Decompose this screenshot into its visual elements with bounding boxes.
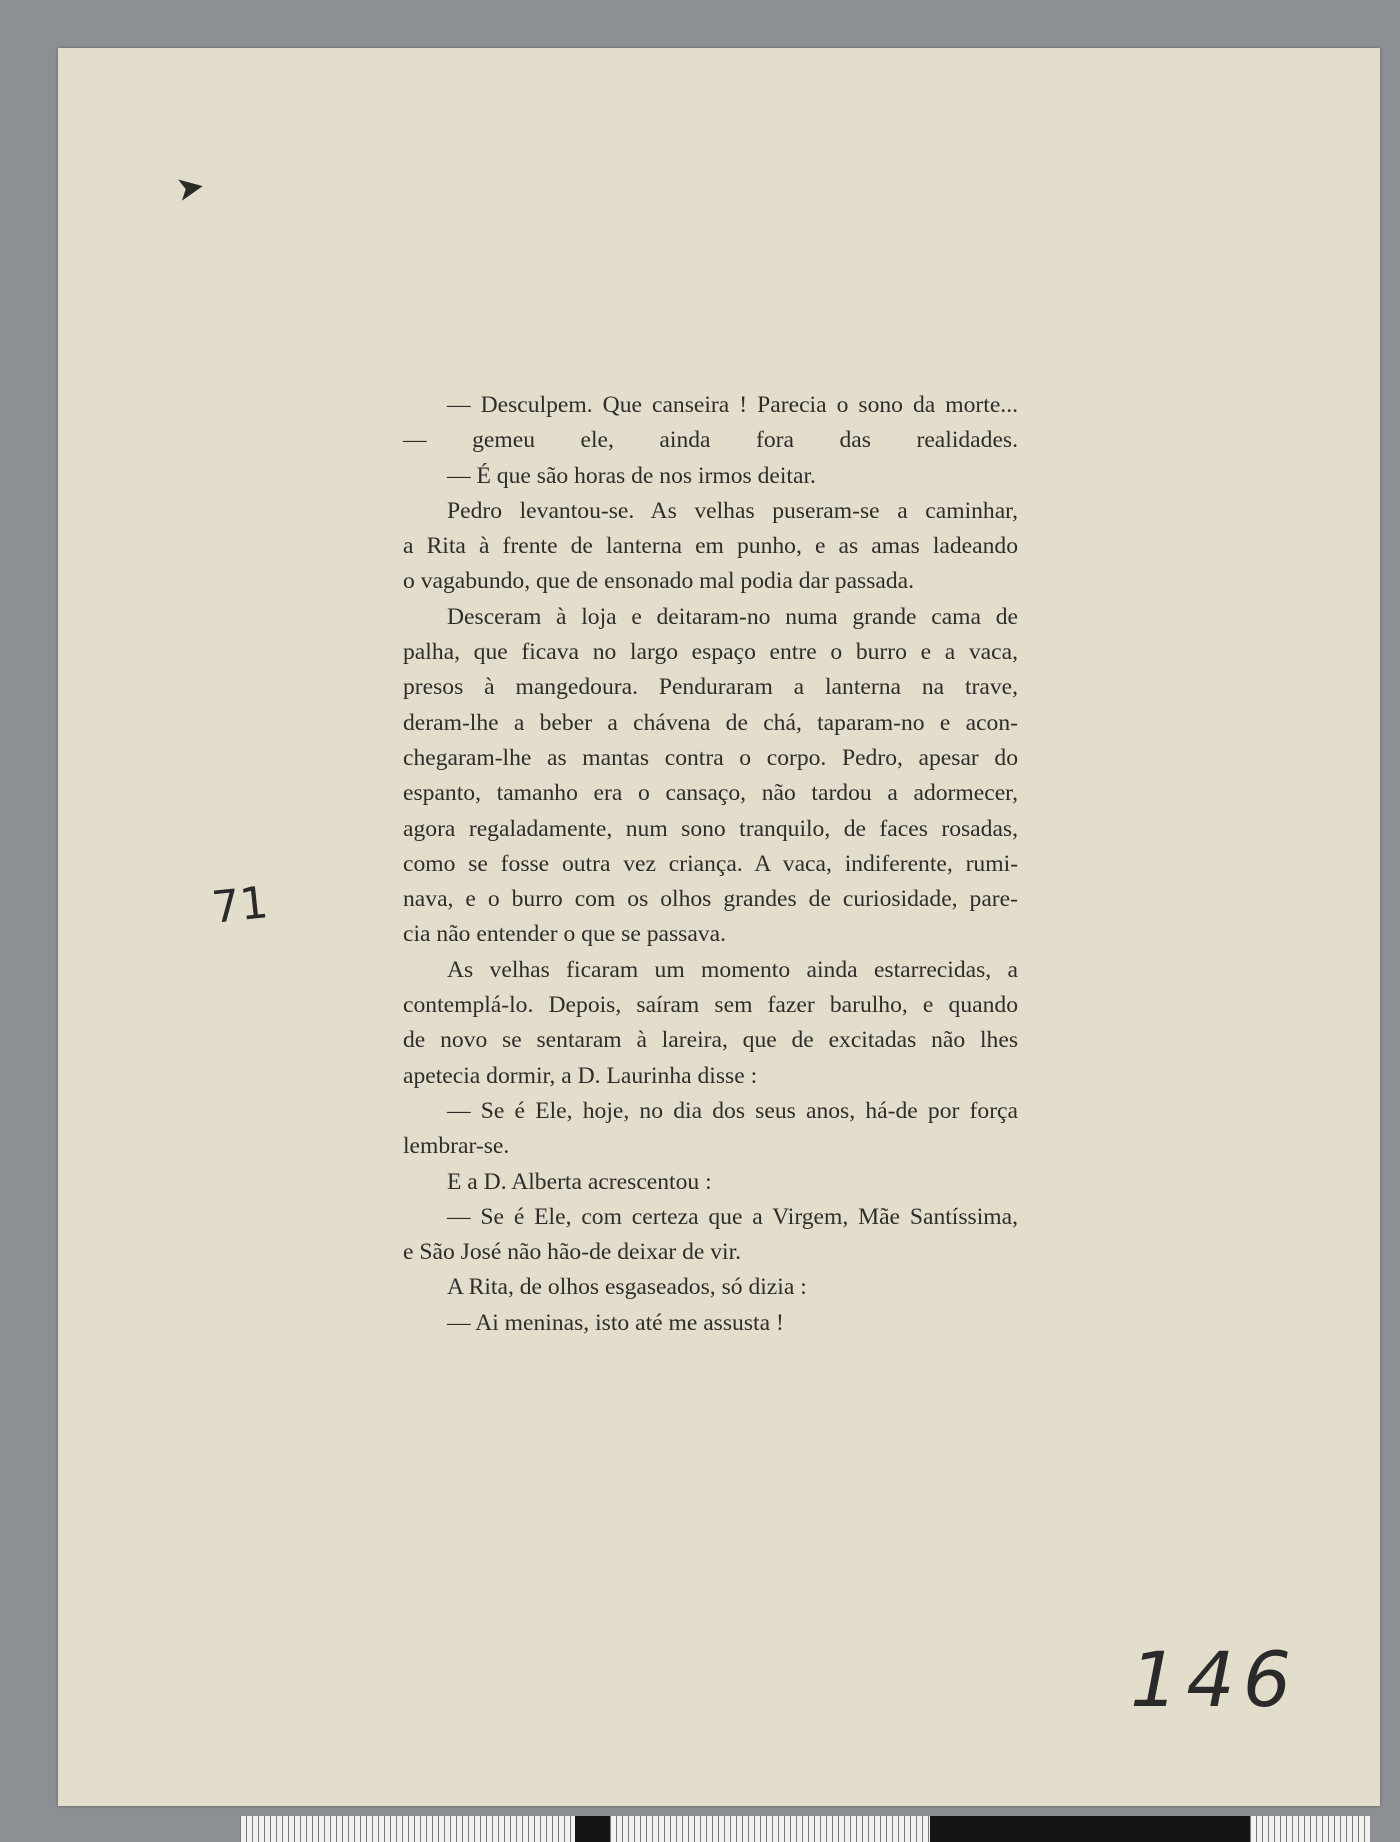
text-line: lembrar-se. — [403, 1133, 510, 1160]
ruler-dark-segment — [930, 1816, 1250, 1842]
text-line: e São José não hão-de deixar de vir. — [403, 1239, 742, 1266]
text-line: presos à mangedoura. Penduraram a lanterna na trave, — [403, 674, 1018, 701]
text-line: cia não entender o que se passava. — [403, 921, 726, 948]
text-line: As velhas ficaram um momento ainda estarrecidas, a — [447, 956, 1018, 983]
text-line: chegaram-lhe as mantas contra o corpo. Pedro, apesar do — [403, 744, 1018, 771]
handwritten-margin-note: 71 — [209, 877, 271, 934]
text-line: — gemeu ele, ainda fora das realidades. — [403, 427, 1018, 454]
text-line: deram-lhe a beber a chávena de chá, taparam-no e acon- — [403, 709, 1018, 736]
text-line: — Se é Ele, hoje, no dia dos seus anos, há-de por força — [447, 1097, 1018, 1124]
text-line: E a D. Alberta acrescentou : — [447, 1168, 712, 1195]
ruler-dark-segment — [575, 1816, 610, 1842]
text-line: o vagabundo, que de ensonado mal podia dar passada. — [403, 568, 915, 595]
body-text — [403, 388, 1018, 1341]
text-line: — Se é Ele, com certeza que a Virgem, Mãe Santíssima, — [447, 1203, 1018, 1230]
scale-ruler — [240, 1816, 1370, 1842]
text-line: — É que são horas de nos irmos deitar. — [447, 462, 816, 489]
handwritten-page-number: 146 — [1130, 1635, 1300, 1724]
text-line: Pedro levantou-se. As velhas puseram-se a caminhar, — [447, 497, 1018, 524]
ruler-light-segment — [240, 1816, 575, 1842]
text-line: — Ai meninas, isto até me assusta ! — [447, 1309, 784, 1336]
text-line: agora regaladamente, num sono tranquilo, de faces rosadas, — [403, 815, 1018, 842]
text-line: A Rita, de olhos esgaseados, só dizia : — [447, 1274, 807, 1301]
ruler-light-segment — [610, 1816, 930, 1842]
text-line: contemplá-lo. Depois, saíram sem fazer barulho, e quando — [403, 992, 1018, 1019]
text-line: nava, e o burro com os olhos grandes de curiosidade, pare- — [403, 886, 1018, 913]
text-line: palha, que ficava no largo espaço entre o burro e a vaca, — [403, 639, 1018, 666]
text-line: Desceram à loja e deitaram-no numa grande cama de — [447, 603, 1018, 630]
text-line: a Rita à frente de lanterna em punho, e as amas ladeando — [403, 533, 1018, 560]
corner-arrow-mark: ➤ — [173, 167, 208, 210]
text-line: espanto, tamanho era o cansaço, não tardou a adormecer, — [403, 780, 1018, 807]
text-line: apetecia dormir, a D. Laurinha disse : — [403, 1062, 758, 1089]
text-line: de novo se sentaram à lareira, que de excitadas não lhes — [403, 1027, 1018, 1054]
ruler-light-segment — [1250, 1816, 1370, 1842]
text-line: como se fosse outra vez criança. A vaca, indiferente, rumi- — [403, 850, 1018, 877]
text-line: — Desculpem. Que canseira ! Parecia o sono da morte... — [447, 392, 1018, 418]
